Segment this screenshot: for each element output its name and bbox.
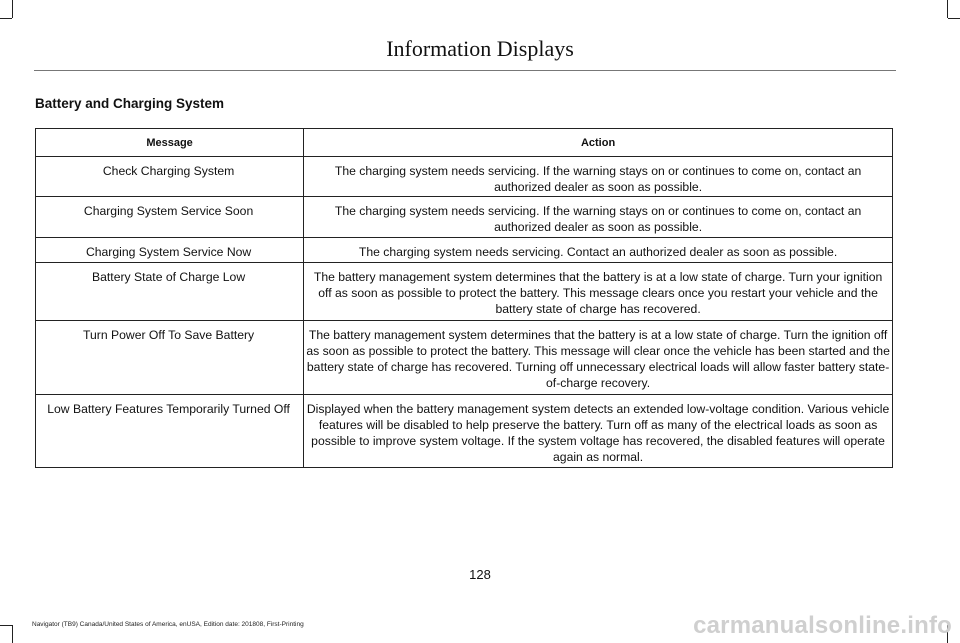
action-cell: The charging system needs servicing. Contact an authorized dealer as soon as possible. — [304, 238, 893, 263]
column-header-message: Message — [36, 129, 304, 157]
crop-mark — [12, 0, 13, 18]
crop-mark — [12, 625, 13, 643]
crop-mark — [0, 18, 12, 19]
crop-mark — [947, 0, 948, 18]
table-row — [36, 197, 893, 238]
action-cell: The charging system needs servicing. If the warning stays on or continues to come on, contact an authorized dealer as soon as possible. — [304, 197, 893, 238]
table-row — [36, 321, 893, 395]
crop-mark — [0, 625, 12, 626]
table-row — [36, 395, 893, 468]
message-cell: Charging System Service Now — [36, 238, 304, 263]
table-row — [36, 238, 893, 263]
page-title: Information Displays — [386, 36, 574, 61]
action-cell: The charging system needs servicing. If the warning stays on or continues to come on, contact an authorized dealer as soon as possible. — [304, 157, 893, 197]
edition-footer: Navigator (TB9) Canada/United States of America, enUSA, Edition date: 201808, First-Printing — [32, 621, 304, 628]
column-header-action: Action — [304, 129, 893, 157]
page-number: 128 — [469, 567, 491, 582]
crop-mark — [948, 18, 960, 19]
battery-message-table — [35, 128, 893, 468]
table-row — [36, 157, 893, 197]
message-cell: Check Charging System — [36, 157, 304, 197]
action-cell: Displayed when the battery management system detects an extended low-voltage condition. Various vehicle features will be disabled to help preserve the battery. Turn off as many of the electrical loads as soon as possible to improve system voltage. If the system voltage has recovered, the disabled features will operate again as normal. — [304, 395, 893, 468]
action-cell: The battery management system determines that the battery is at a low state of charge. Turn your ignition off as soon as possible to protect the battery. This message clears once you restart your vehicle and the battery state of charge has recovered. — [304, 263, 893, 321]
message-cell: Battery State of Charge Low — [36, 263, 304, 321]
table-header-row — [36, 129, 893, 157]
header-divider — [34, 70, 896, 71]
message-cell: Charging System Service Soon — [36, 197, 304, 238]
table-row — [36, 263, 893, 321]
action-cell: The battery management system determines that the battery is at a low state of charge. Turn the ignition off as soon as possible to protect the battery. This message will clear once the vehicle has been started and the battery state of charge has recovered. Turning off unnecessary electrical loads will allow faster battery state-of-charge recovery. — [304, 321, 893, 395]
message-cell: Turn Power Off To Save Battery — [36, 321, 304, 395]
section-title: Battery and Charging System — [35, 96, 225, 111]
message-cell: Low Battery Features Temporarily Turned Off — [36, 395, 304, 468]
watermark-logo: carmanualsonline.info — [693, 612, 952, 639]
